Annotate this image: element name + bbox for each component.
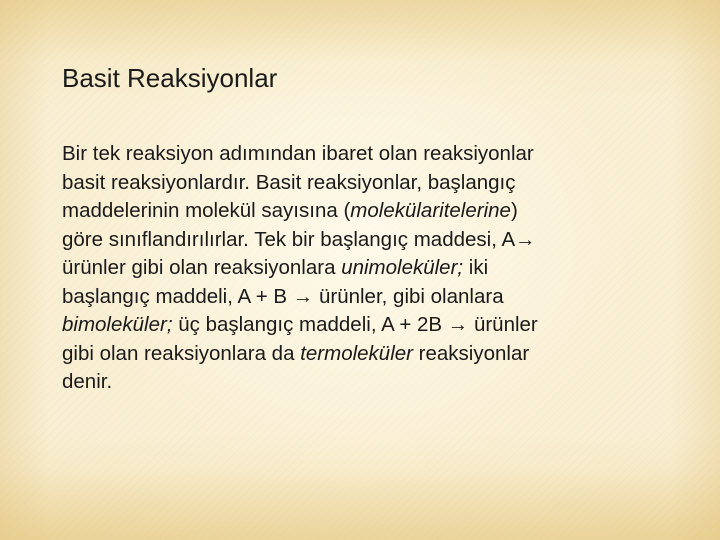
italic-term: unimoleküler;: [341, 256, 464, 279]
body-line: [62, 340, 642, 369]
body-text-segment: göre sınıflandırılırlar. Tek bir başlangıç maddesi, A→: [62, 227, 536, 251]
body-text-segment: basit reaksiyonlardır. Basit reaksiyonlar, başlangıç: [62, 170, 516, 194]
body-text-segment: başlangıç maddeli, A + B → ürünler, gibi olanlara: [62, 284, 504, 308]
body-line: [62, 254, 642, 283]
italic-term: termoleküler: [300, 341, 413, 365]
body-text-segment: Bir tek reaksiyon adımından ibaret olan reaksiyonlar: [62, 142, 534, 165]
body-text-segment: ): [510, 199, 518, 222]
italic-term: bimoleküler;: [62, 313, 173, 336]
background-edge-left: [0, 0, 50, 540]
body-line: [62, 140, 642, 169]
body-line: [62, 169, 642, 198]
slide-body-text: [62, 140, 642, 397]
body-text-segment: ürünler gibi olan reaksiyonlara: [62, 256, 342, 279]
slide-title: Basit Reaksiyonlar: [62, 63, 278, 93]
body-line: [62, 197, 642, 226]
body-text-segment: maddelerinin molekül sayısına (: [62, 199, 351, 222]
body-line: [62, 368, 642, 397]
body-line: [62, 226, 642, 255]
italic-term: molekülaritelerine: [350, 199, 511, 222]
body-text-segment: reaksiyonlar: [412, 341, 530, 365]
body-text-segment: gibi olan reaksiyonlara da: [62, 341, 301, 365]
body-text-segment: iki: [463, 256, 489, 279]
background-edge-bottom: [0, 470, 720, 540]
body-line: [62, 283, 642, 312]
body-line: [62, 311, 642, 340]
body-text-segment: üç başlangıç maddeli, A + 2B → ürünler: [172, 313, 538, 336]
background-edge-right: [670, 0, 720, 540]
background-edge-top: [0, 0, 720, 60]
body-text-segment: denir.: [62, 370, 113, 393]
